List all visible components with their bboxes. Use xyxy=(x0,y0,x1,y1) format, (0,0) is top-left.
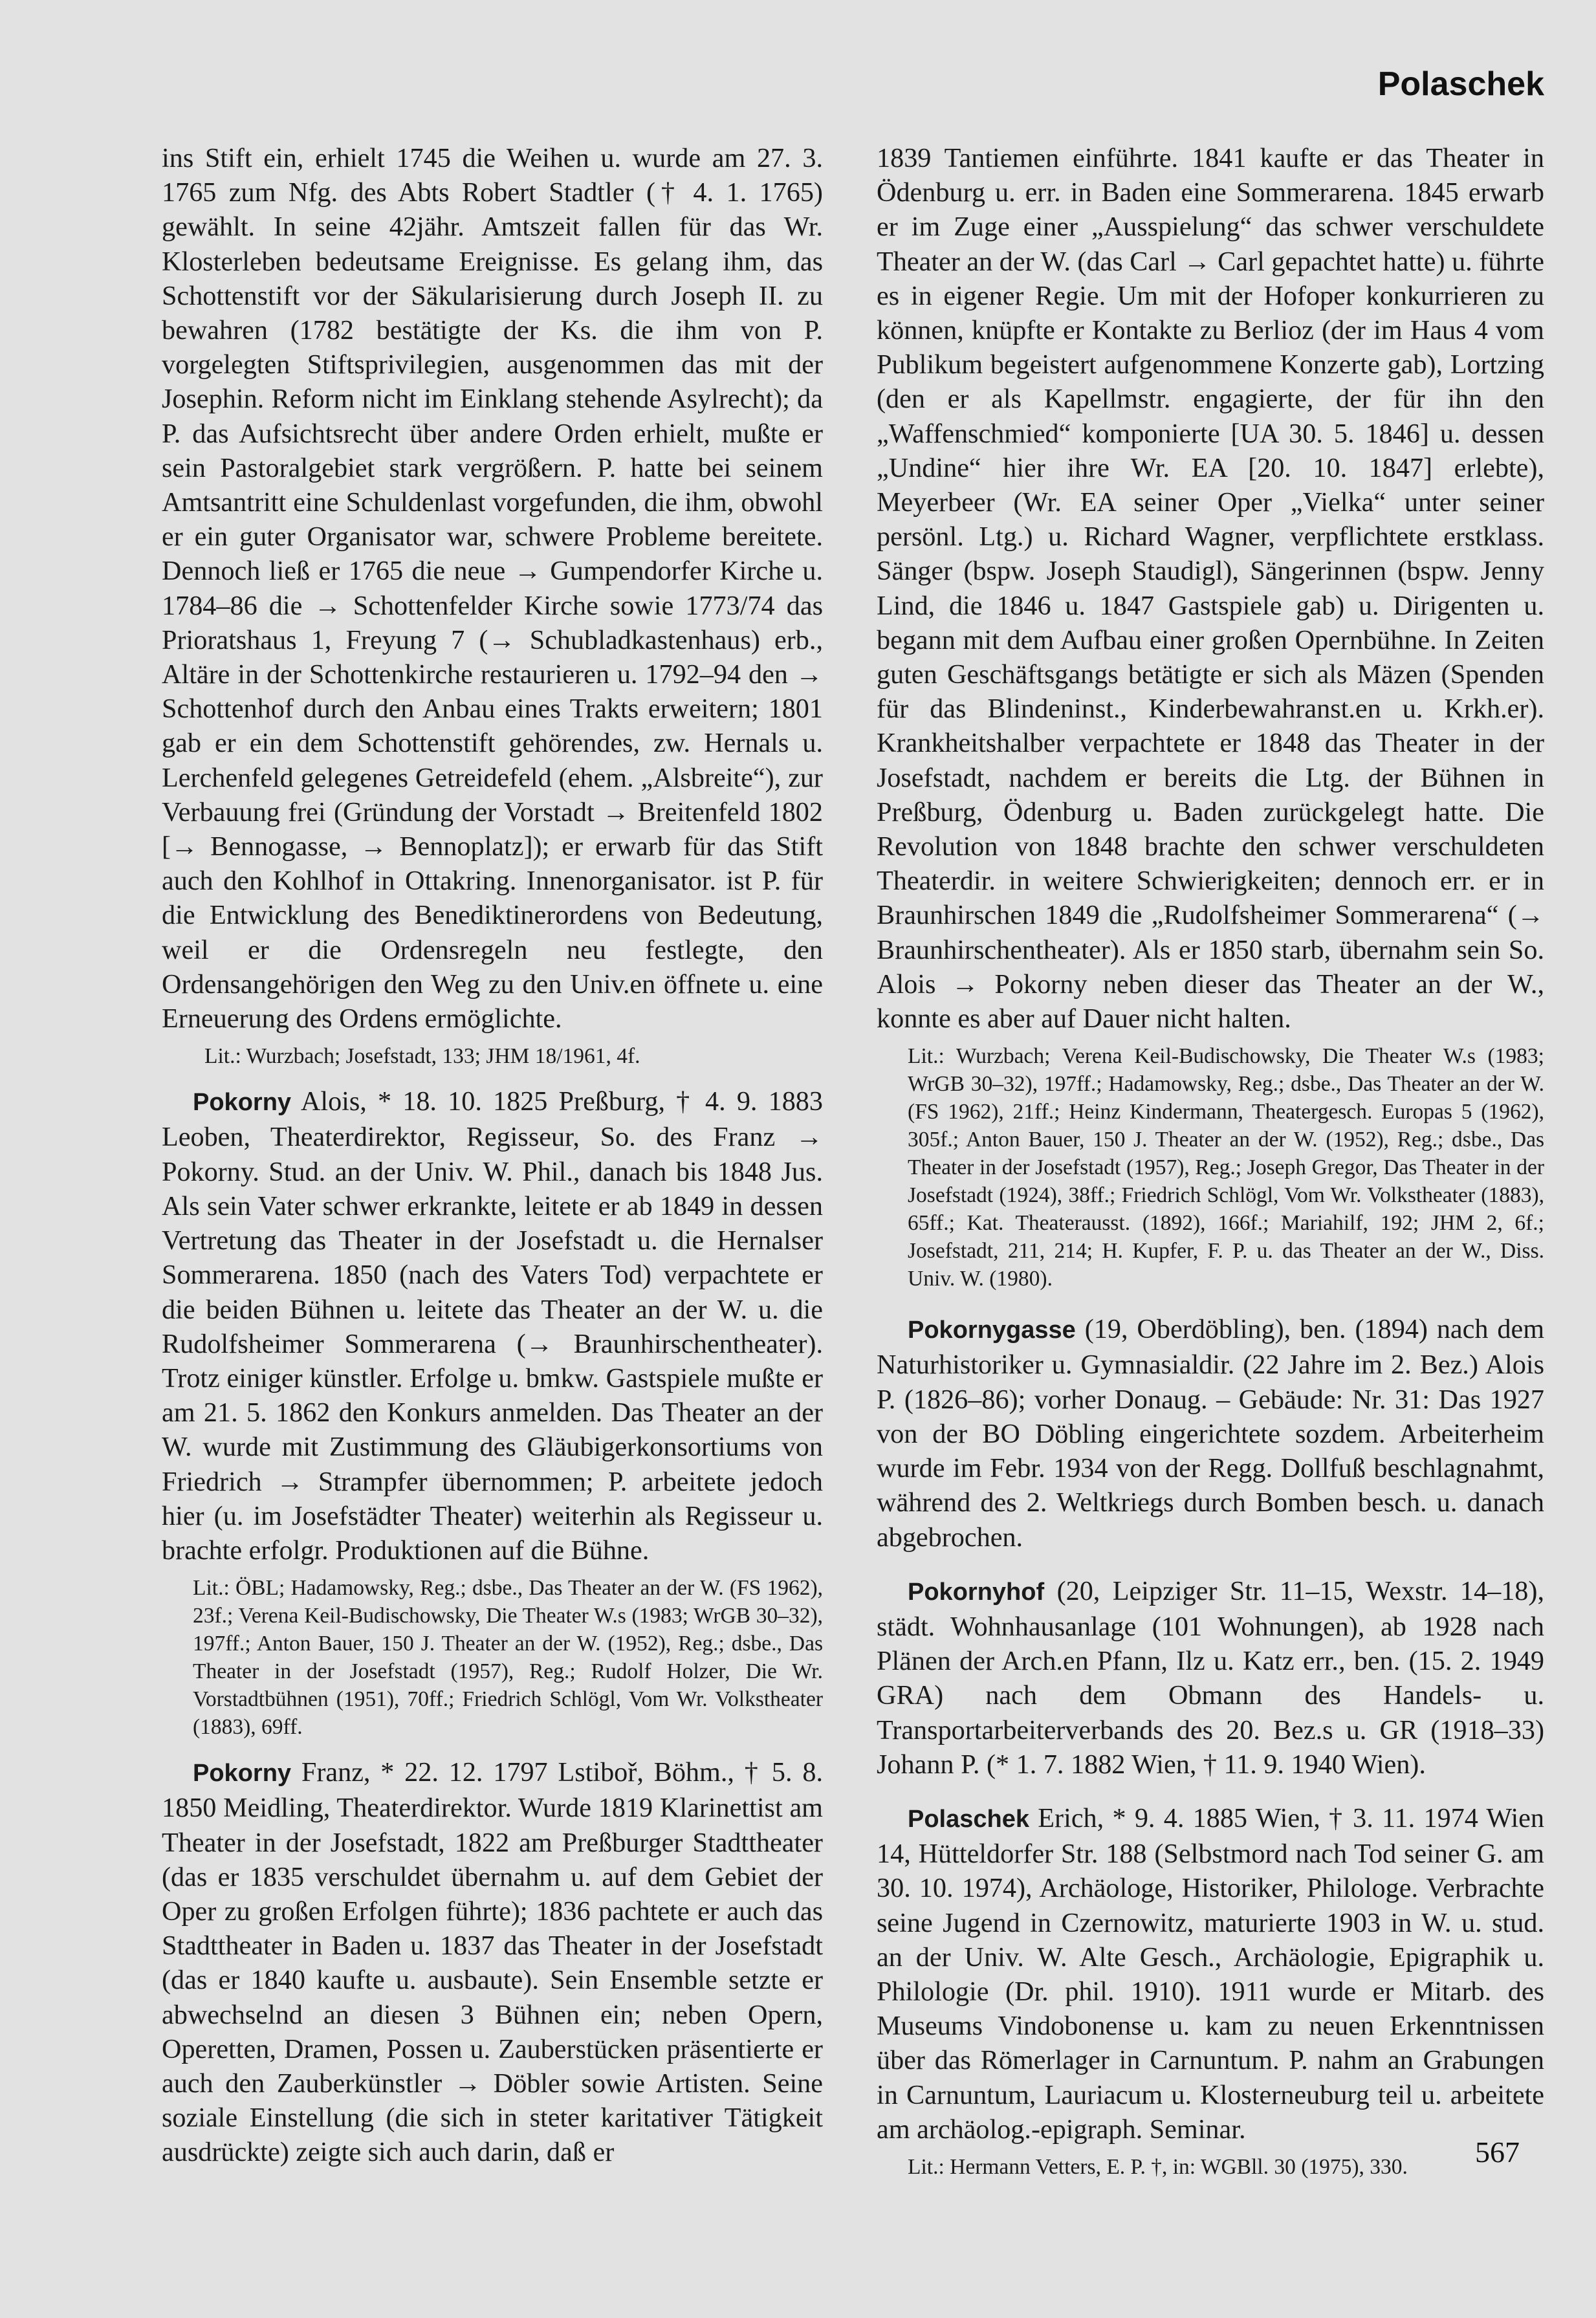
lemma: Pokornyhof xyxy=(908,1578,1045,1606)
franz-continuation: 1839 Tantiemen einführte. 1841 kaufte er das Theater in Ödenburg u. err. in Baden eine Sommerarena. 1845 erwarb er im Zuge einer „Ausspielung“ das schwer verschuldete Theater an der W. (das Carl → Carl gepachtet hatte) u. führte es in eigener Regie. Um mit der Hofoper konkurrieren zu können, knüpfte er Kontakte zu Berlioz (der im Haus 4 vom Publikum begeistert aufgenommene Konzerte gab), Lortzing (den er als Kapellmstr. engagierte, der für ihn den „Waffenschmied“ komponierte [UA 30. 5. 1846] u. dessen „Undine“ hier ihre Wr. EA [20. 10. 1847] erlebte), Meyerbeer (Wr. EA seiner Oper „Vielka“ unter seiner persönl. Ltg.) u. Richard Wagner, verpflichtete erstklass. Sänger (bspw. Joseph Staudigl), Sängerinnen (bspw. Jenny Lind, die 1846 u. 1847 Gastspiele gab) u. Dirigenten u. begann mit dem Aufbau einer großen Opernbühne. In Zeiten guten Geschäftsgangs betätigte er sich als Mäzen (Spenden für das Blindeninst., Kinderbewahranst.en u. Krkh.er). Krankheitshalber verpachtete er 1848 das Theater in der Josefstadt, nachdem er bereits die Ltg. der Bühnen in Preßburg, Ödenburg u. Baden zurückgelegt hatte. Die Revolution von 1848 brachte den schwer verschuldeten Theaterdir. in weitere Schwierigkeiten; dennoch err. er in Braunhirschen 1849 die „Rudolfsheimer Sommerarena“ (→ Braunhirschentheater). Als er 1850 starb, übernahm sein So. Alois → Pokorny neben dieser das Theater an der W., konnte es aber auf Dauer nicht halten. xyxy=(877,143,1545,1034)
lemma: Pokornygasse xyxy=(908,1317,1076,1344)
intro-literature: Lit.: Wurzbach; Josefstadt, 133; JHM 18/1961, 4f. xyxy=(204,1044,640,1069)
page-number: 567 xyxy=(1475,2136,1520,2169)
right-column xyxy=(877,141,1544,2195)
left-column xyxy=(162,141,823,2170)
entry-polaschek xyxy=(877,1801,1544,2147)
entry-text: (20, Leipziger Str. 11–15, Wexstr. 14–18), städt. Wohnhausanlage (101 Wohnungen), ab 1928 nach Plänen der Arch.en Pfann, Ilz u. Katz err., ben. (15. 2. 1949 GRA) nach dem Obmann des Handels- u. Transportarbeiterverbands des 20. Bez.s u. GR (1918–33) Johann P. (* 1. 7. 1882 Wien, † 11. 9. 1940 Wien). xyxy=(877,1575,1544,1780)
running-head: Polaschek xyxy=(1377,65,1544,103)
lemma: Pokorny xyxy=(193,1089,292,1117)
entry-pokornyhof xyxy=(877,1574,1544,1782)
intro-paragraph: ins Stift ein, erhielt 1745 die Weihen u. wurde am 27. 3. 1765 zum Nfg. des Abts Robert Stadtler († 4. 1. 1765) gewählt. In seine 42jähr. Amtszeit fallen für das Wr. Klosterleben bedeutsame Ereignisse. Es gelang ihm, das Schottenstift vor der Säkularisierung durch Joseph II. zu bewahren (1782 bestätigte der Ks. die ihm von P. vorgelegten Stiftsprivilegien, ausgenommen das mit der Josephin. Reform nicht im Einklang stehende Asylrecht); da P. das Aufsichtsrecht über andere Orden erhielt, mußte er sein Pastoralgebiet stark vergrößern. P. hatte bei seinem Amtsantritt eine Schuldenlast vorgefunden, die ihm, obwohl er ein guter Organisator war, schwere Probleme bereitete. Dennoch ließ er 1765 die neue → Gumpendorfer Kirche u. 1784–86 die → Schottenfelder Kirche sowie 1773/74 das Prioratshaus 1, Freyung 7 (→ Schubladkastenhaus) erb., Altäre in der Schottenkirche restaurieren u. 1792–94 den → Schottenhof durch den Anbau eines Trakts erweitern; 1801 gab er ein dem Schottenstift gehörendes, zw. Hernals u. Lerchenfeld gelegenes Getreidefeld (ehem. „Alsbreite“), zur Verbauung frei (Gründung der Vorstadt → Breitenfeld 1802 [→ Bennogasse, → Bennoplatz]); er erwarb für das Stift auch den Kohlhof in Ottakring. Innenorganisator. ist P. für die Entwicklung des Benediktinerordens von Bedeutung, weil er die Ordensregeln neu festlegte, den Ordensangehörigen den Weg zu den Univ.en öffnete u. eine Erneuerung des Ordens ermöglichte. xyxy=(162,143,823,1034)
entry-pokorny-franz xyxy=(162,1755,823,2169)
entry-pokorny-alois xyxy=(162,1084,823,1568)
franz-literature: Lit.: Wurzbach; Verena Keil-Budischowsky, Die Theater W.s (1983; WrGB 30–32), 197ff.; Hadamowsky, Reg.; dsbe., Das Theater an der W. (FS 1962), 21ff.; Heinz Kindermann, Theatergesch. Europas 5 (1962), 305f.; Anton Bauer, 150 J. Theater an der W. (1952), Reg.; dsbe., Das Theater in der Josefstadt (1957), Reg.; Joseph Gregor, Das Theater in der Josefstadt (1924), 38ff.; Friedrich Schlögl, Vom Wr. Volkstheater (1883), 65ff.; Kat. Theaterausst. (1892), 166f.; Mariahilf, 192; JHM 2, 6f.; Josefstadt, 211, 214; H. Kupfer, F. P. u. das Theater an der W., Diss. Univ. W. (1980). xyxy=(908,1044,1544,1291)
entry-text: (19, Oberdöbling), ben. (1894) nach dem Naturhistoriker u. Gymnasialdir. (22 Jahre im 2. Bez.) Alois P. (1826–86); vorher Donaug. – Gebäude: Nr. 31: Das 1927 von der BO Döbling eingerichtete sozdem. Arbeiterheim wurde im Febr. 1934 von der Regg. Dollfuß beschlagnahmt, während des 2. Weltkriegs durch Bomben besch. u. danach abgebrochen. xyxy=(877,1314,1545,1553)
lemma: Pokorny xyxy=(193,1760,292,1788)
polaschek-literature: Lit.: Hermann Vetters, E. P. †, in: WGBll. 30 (1975), 330. xyxy=(908,2154,1408,2179)
entry-text: Alois, * 18. 10. 1825 Preßburg, † 4. 9. 1883 Leoben, Theaterdirektor, Regisseur, So. des Franz → Pokorny. Stud. an der Univ. W. Phil., danach bis 1848 Jus. Als sein Vater schwer erkrankte, leitete er ab 1849 in dessen Vertretung das Theater in der Josefstadt u. die Hernalser Sommerarena. 1850 (nach des Vaters Tod) verpachtete er die beiden Bühnen u. leitete das Theater an der W. u. die Rudolfsheimer Sommerarena (→ Braunhirschentheater). Trotz einiger künstler. Erfolge u. bmkw. Gastspiele mußte er am 21. 5. 1862 den Konkurs anmelden. Das Theater an der W. wurde mit Zustimmung des Gläubigerkonsortiums von Friedrich → Strampfer übernommen; P. arbeitete jedoch hier (u. im Josefstädter Theater) weiterhin als Regisseur u. brachte erfolgr. Produktionen auf die Bühne. xyxy=(162,1086,823,1566)
entry-text: Franz, * 22. 12. 1797 Lstiboř, Böhm., † 5. 8. 1850 Meidling, Theaterdirektor. Wurde 1819 Klarinettist am Theater in der Josefstadt, 1822 am Preßburger Stadttheater (das er 1835 verschuldet übernahm u. auf dem Gebiet der Oper zu großen Erfolgen führte); 1836 pachtete er auch das Stadttheater in Baden u. 1837 das Theater in der Josefstadt (das er 1840 kaufte u. ausbaute). Sein Ensemble setzte er abwechselnd an diesen 3 Bühnen ein; neben Opern, Operetten, Dramen, Possen u. Zauberstücken präsentierte er auch den Zauberkünstler → Döbler sowie Artisten. Seine soziale Einstellung (die sich in steter karitativer Tätigkeit ausdrückte) zeigte sich auch darin, daß er xyxy=(162,1757,823,2168)
entry-text: Erich, * 9. 4. 1885 Wien, † 3. 11. 1974 Wien 14, Hütteldorfer Str. 188 (Selbstmord nach Tod seiner G. am 30. 10. 1974), Archäologe, Historiker, Philologe. Verbrachte seine Jugend in Czernowitz, maturierte 1903 in W. u. stud. an der Univ. W. Alte Gesch., Archäologie, Epigraphik u. Philologie (Dr. phil. 1910). 1911 wurde er Mitarb. des Museums Vindobonense u. kam zu neuen Erkenntnissen über das Römerlager in Carnuntum. P. nahm an Grabungen in Carnuntum, Lauriacum u. Klosterneuburg teil u. arbeitete am archäolog.-epigraph. Seminar. xyxy=(877,1802,1545,2145)
entry-pokornygasse xyxy=(877,1312,1544,1554)
lemma: Polaschek xyxy=(908,1805,1029,1833)
alois-literature: Lit.: ÖBL; Hadamowsky, Reg.; dsbe., Das Theater an der W. (FS 1962), 23f.; Verena Keil-Budischowsky, Die Theater W.s (1983; WrGB 30–32), 197ff.; Anton Bauer, 150 J. Theater an der W. (1952), Reg.; dsbe., Das Theater in der Josefstadt (1957), Reg.; Rudolf Holzer, Die Wr. Vorstadtbühnen (1951), 70ff.; Friedrich Schlögl, Vom Wr. Volkstheater (1883), 69ff. xyxy=(193,1576,823,1740)
